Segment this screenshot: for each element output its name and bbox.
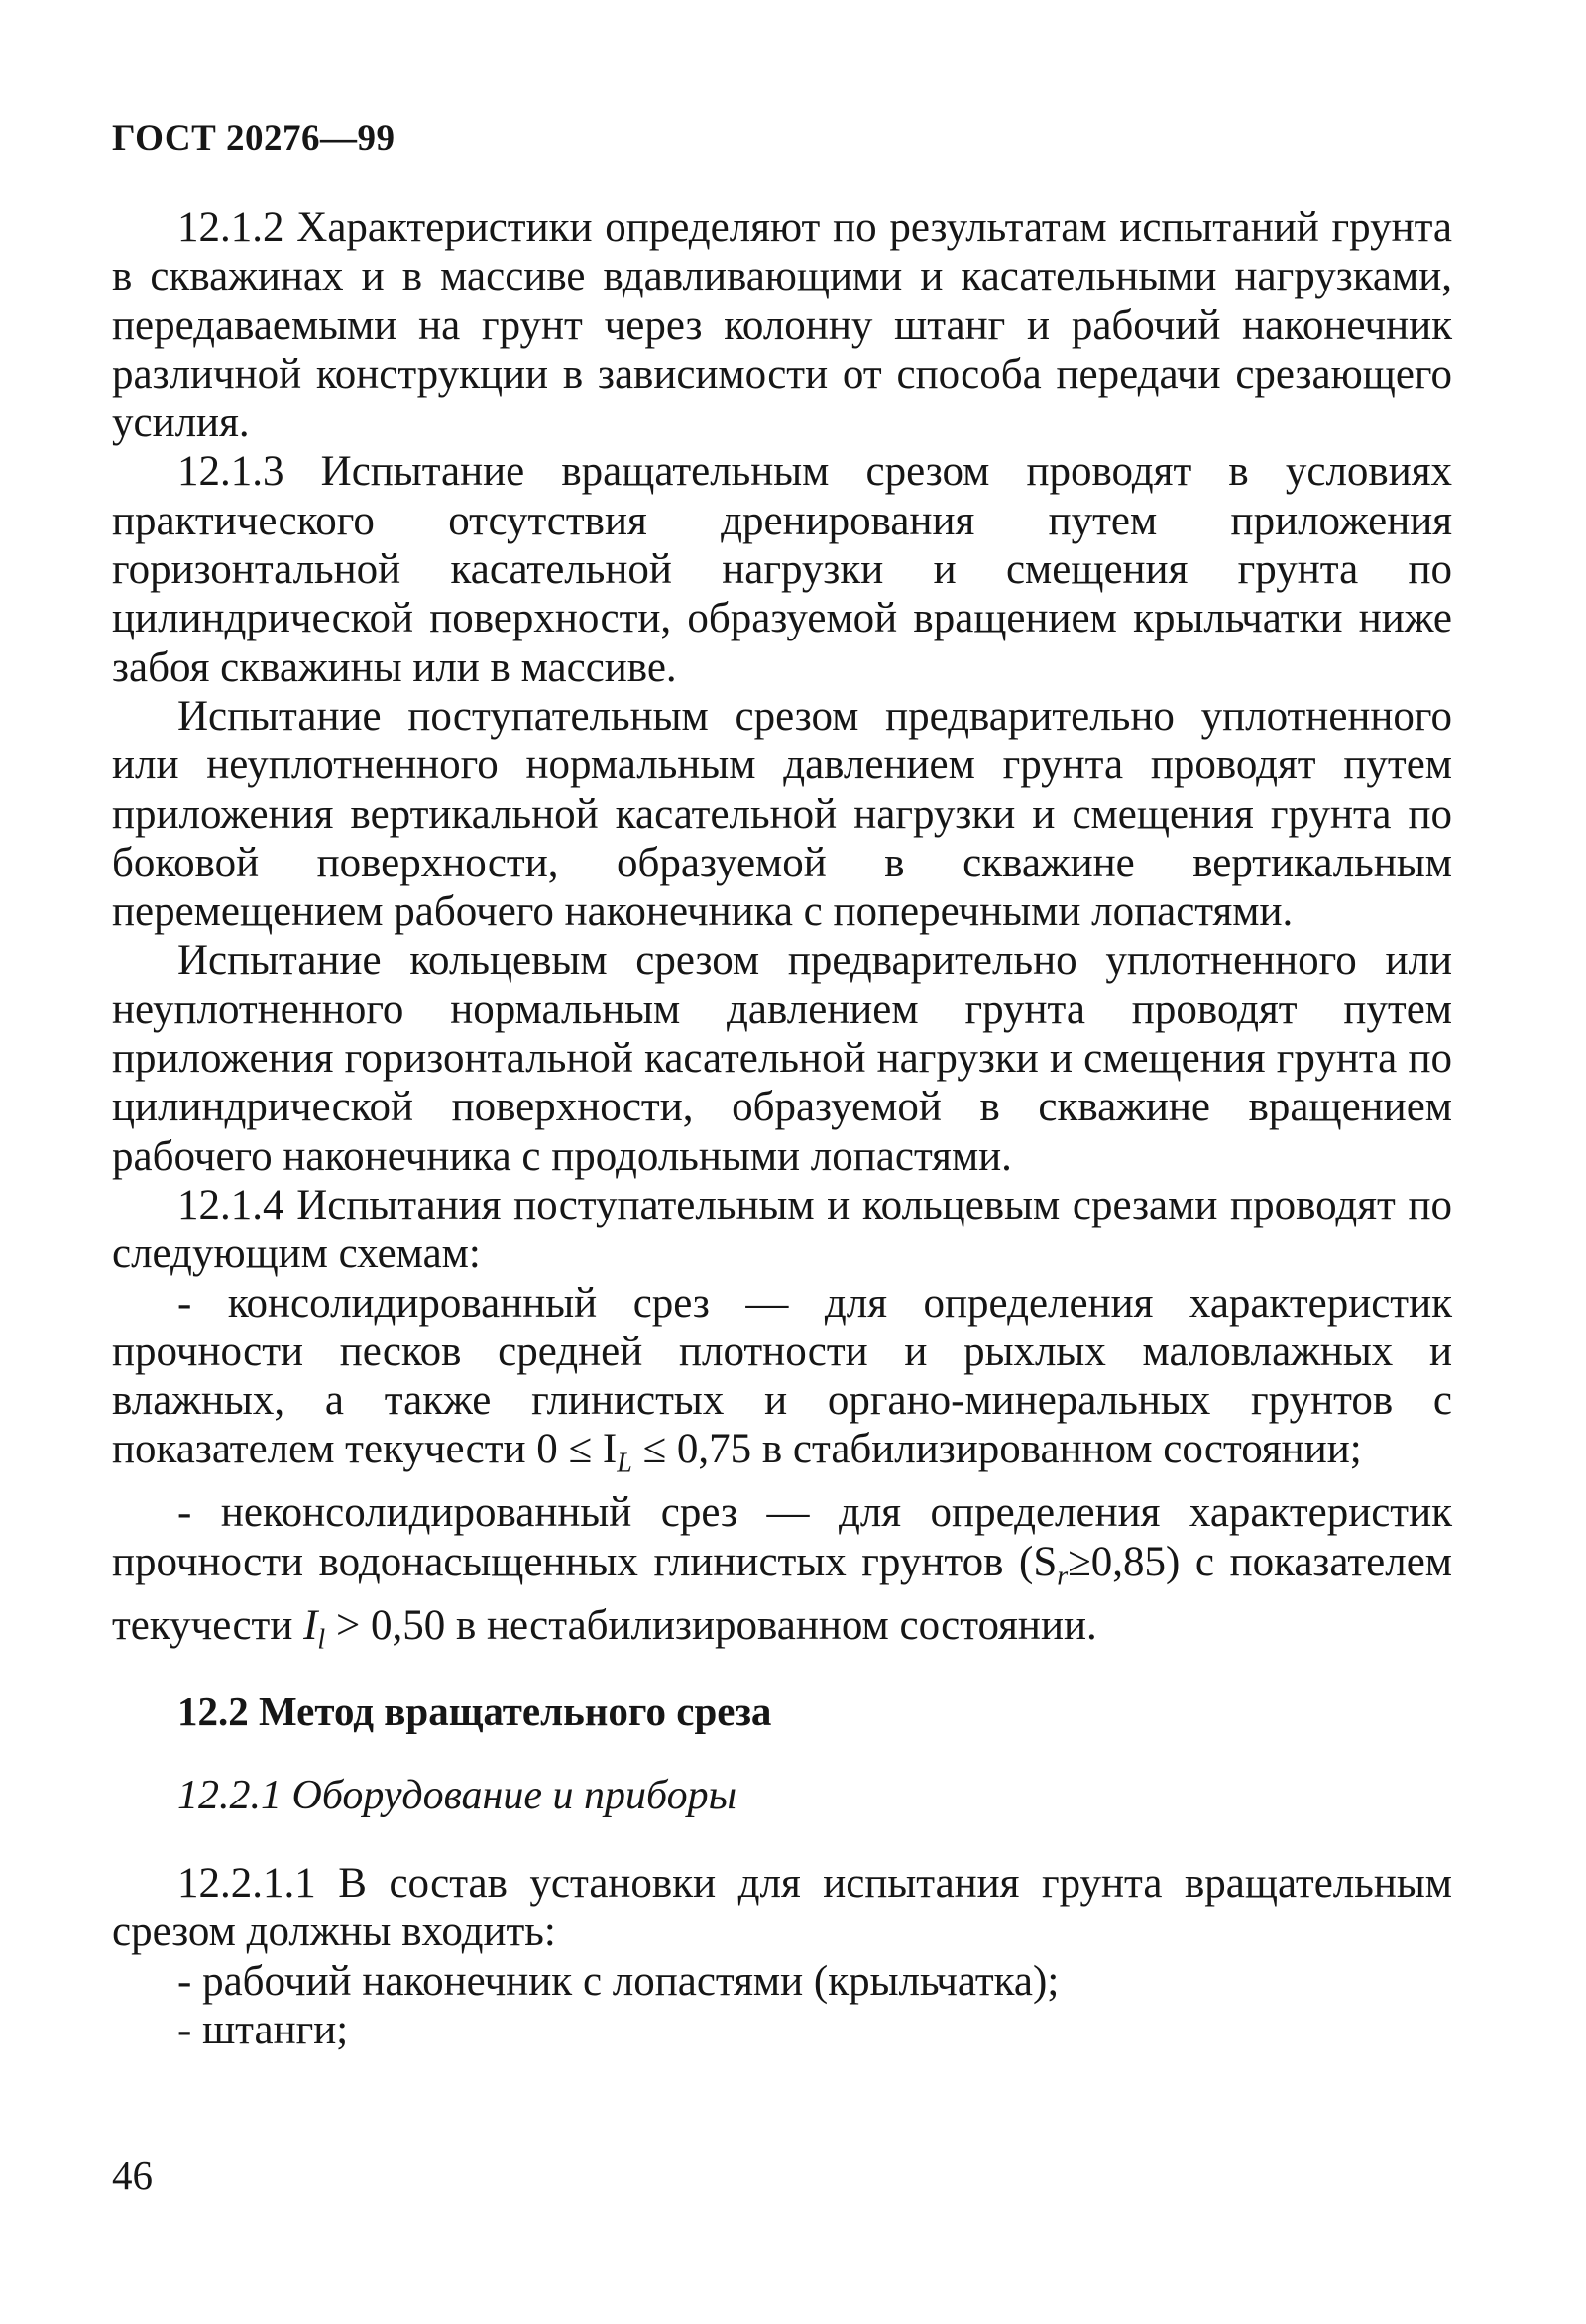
- bottom-text: [112, 1859, 1452, 2054]
- il2-symbol: I: [303, 1601, 318, 1649]
- page-number: 46: [112, 2152, 153, 2198]
- consolidated-text: - консолидированный срез — для определения характеристик прочности песков средней плотности и рыхлых маловлажных и влажных, а также глинистых и органо-минеральных грунтов с показателем текучести 0 ≤ I: [112, 1279, 1452, 1473]
- sr-subscript: r: [1057, 1561, 1069, 1592]
- paragraph-ring-shear: Испытание кольцевым срезом предварительно уплотненного или неуплотненного нормальным давлением грунта проводят путем приложения горизонтальной касательной нагрузки и смещения грунта по цилиндрической поверхности, образуемой в скважине вращением рабочего наконечника с продольными лопастями.: [112, 937, 1452, 1180]
- il2-subscript: l: [317, 1624, 326, 1656]
- paragraph-12-1-4: 12.1.4 Испытания поступательным и кольцевым срезами проводят по следующим схемам:: [112, 1181, 1452, 1278]
- list-item-vane: - рабочий наконечник с лопастями (крыльчатка);: [177, 1957, 1060, 2005]
- unconsolidated-tail: > 0,50 в нестабилизированном состоянии.: [325, 1601, 1097, 1649]
- paragraph-12-2-1-1: 12.2.1.1 В состав установки для испытания грунта вращательным срезом должны входить:: [112, 1860, 1452, 1956]
- il-subscript: L: [617, 1449, 632, 1480]
- paragraph-consolidated-shear: [112, 1279, 1452, 1489]
- body-text: [112, 203, 1452, 1664]
- section-heading: 12.2 Метод вращательного среза: [177, 1688, 772, 1734]
- paragraph-12-1-2: 12.1.2 Характеристики определяют по результатам испытаний грунта в скважинах и в массиве вдавливающими и касательными нагрузками, передаваемыми на грунт через колонну штанг и рабочий наконечник различной конструкции в зависимости от способа передачи срезающего усилия.: [112, 204, 1452, 447]
- list-item-rods: - штанги;: [177, 2006, 349, 2053]
- paragraph-translational-shear: Испытание поступательным срезом предварительно уплотненного или неуплотненного нормальным давлением грунта проводят путем приложения вертикальной касательной нагрузки и смещения грунта по боковой поверхности, образуемой в скважине вертикальным перемещением рабочего наконечника с поперечными лопастями.: [112, 692, 1452, 936]
- unconsolidated-text: - неконсолидированный срез — для определения характеристик прочности водонасыщенных глинистых грунтов (S: [112, 1489, 1452, 1585]
- paragraph-unconsolidated-shear: [112, 1488, 1452, 1664]
- document-header: ГОСТ 20276—99: [112, 118, 396, 159]
- sr-tail: ≥0,85) с показателем текучести: [112, 1538, 1452, 1649]
- paragraph-12-1-3: 12.1.3 Испытание вращательным срезом проводят в условиях практического отсутствия дренирования путем приложения горизонтальной касательной нагрузки и смещения грунта по цилиндрической поверхности, образуемой вращением крыльчатки ниже забоя скважины или в массиве.: [112, 448, 1452, 691]
- consolidated-tail: ≤ 0,75 в стабилизированном состоянии;: [631, 1426, 1362, 1473]
- subsection-heading: 12.2.1 Оборудование и приборы: [177, 1773, 737, 1818]
